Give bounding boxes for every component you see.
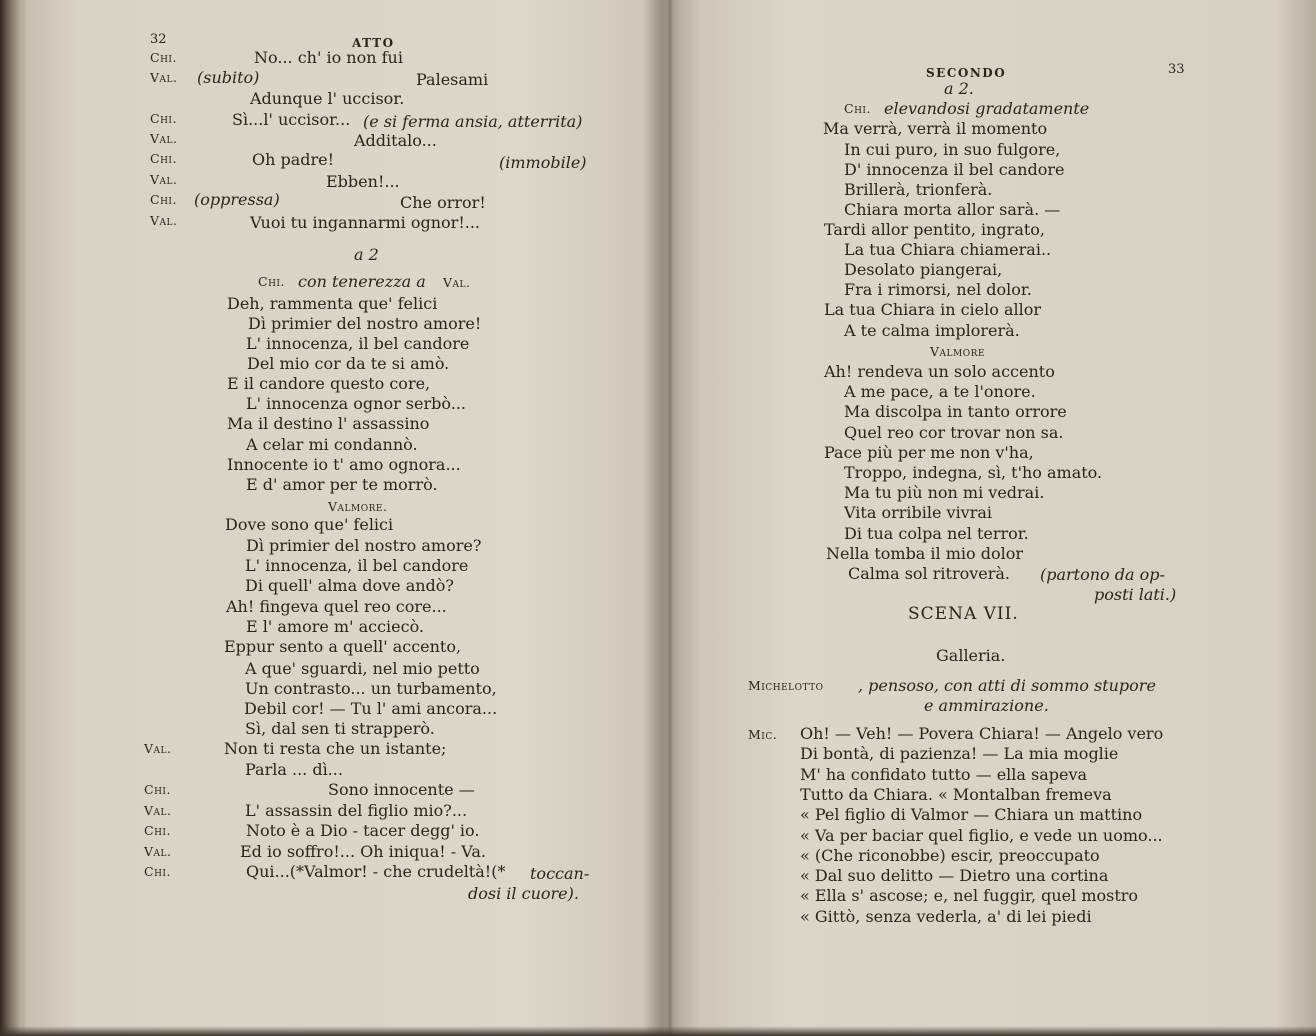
dialogue-line: Vuoi tu ingannarmi ognor!... <box>250 213 481 232</box>
scene-title: SCENA VII. <box>908 604 1019 624</box>
speaker-label: Val. <box>150 131 178 146</box>
verse-line: Fra i rimorsi, nel dolor. <box>844 280 1032 299</box>
dialogue-line: « Dal suo delitto — Dietro una cortina <box>800 866 1109 885</box>
verse-line: Chiara morta allor sarà. — <box>844 200 1061 219</box>
speaker-label: Val. <box>150 213 178 228</box>
character-heading: Valmore. <box>328 499 388 514</box>
verse-line: L' innocenza, il bel candore <box>246 334 470 353</box>
character-heading: Valmore <box>930 344 985 359</box>
verse-line: La tua Chiara in cielo allor <box>824 300 1042 319</box>
verse-line: Dì primier del nostro amore! <box>248 314 482 333</box>
speaker-label: Chi. <box>144 782 171 797</box>
dialogue-line: « Gittò, senza vederla, a' di lei piedi <box>800 907 1092 926</box>
stage-direction: posti lati.) <box>1094 585 1177 604</box>
verse-line: Calma sol ritroverà. <box>848 564 1010 583</box>
speaker-label: Chi. <box>150 50 177 65</box>
verse-line: Pace più per me non v'ha, <box>824 443 1034 462</box>
stage-direction: con tenerezza a <box>298 272 426 291</box>
dialogue-line: Non ti resta che un istante; <box>224 739 447 758</box>
verse-line: D' innocenza il bel candore <box>844 160 1065 179</box>
speaker-label: Val. <box>150 70 178 85</box>
stage-direction: (e si ferma ansia, atterrita) <box>363 112 583 131</box>
speaker-label: Chi. <box>144 864 171 879</box>
running-head: ATTO <box>352 36 395 50</box>
verse-line: Del mio cor da te si amò. <box>247 354 450 373</box>
dialogue-line: Adunque l' uccisor. <box>250 89 405 108</box>
verse-line: Eppur sento a quell' accento, <box>224 637 462 656</box>
dialogue-line: Sì...l' uccisor... <box>232 110 351 129</box>
speaker-label: Val. <box>144 844 172 859</box>
verse-line: Quel reo cor trovar non sa. <box>844 423 1064 442</box>
verse-line: Di tua colpa nel terror. <box>844 524 1029 543</box>
verse-line: Nella tomba il mio dolor <box>826 544 1024 563</box>
speaker-label: Val. <box>443 275 471 290</box>
verse-line: Ma verrà, verrà il momento <box>823 119 1048 138</box>
stage-direction: (immobile) <box>499 153 587 172</box>
dialogue-line: Palesami <box>416 70 489 89</box>
verse-line: In cui puro, in suo fulgore, <box>844 140 1061 159</box>
speaker-label: Mic. <box>748 727 778 742</box>
dialogue-line: Additalo... <box>354 131 437 150</box>
stage-direction: (subito) <box>197 68 260 87</box>
character-name: Michelotto <box>748 678 824 693</box>
dialogue-line: Sono innocente — <box>328 780 475 799</box>
speaker-label: Val. <box>144 741 172 756</box>
speaker-label: Chi. <box>844 101 871 116</box>
dialogue-line: Parla ... dì... <box>245 760 343 779</box>
verse-line: Di quell' alma dove andò? <box>245 576 454 595</box>
verse-line: Ah! fingeva quel reo core... <box>226 597 447 616</box>
verse-line: E l' amore m' acciecò. <box>246 617 425 636</box>
verse-line: Dì primier del nostro amore? <box>246 536 482 555</box>
dialogue-line: Ed io soffro!... Oh iniqua! - Va. <box>240 842 486 861</box>
section-heading: a 2 <box>354 245 379 264</box>
dialogue-line: Ebben!... <box>326 172 400 191</box>
verse-line: L' innocenza ognor serbò... <box>246 394 466 413</box>
book-edge <box>0 0 26 1036</box>
verse-line: Vita orribile vivrai <box>844 503 993 522</box>
stage-direction: elevandosi gradatamente <box>884 99 1090 118</box>
scene-setting: Galleria. <box>936 646 1006 665</box>
dialogue-line: Tutto da Chiara. « Montalban fremeva <box>800 785 1112 804</box>
dialogue-line: Qui...(*Valmor! - che crudeltà!(* <box>246 862 506 881</box>
verse-line: Debil cor! — Tu l' ami ancora... <box>244 699 498 718</box>
verse-line: Sì, dal sen ti strapperò. <box>245 719 435 738</box>
stage-direction: (partono da op- <box>1040 565 1165 584</box>
verse-line: Dove sono que' felici <box>225 515 394 534</box>
stage-direction: (oppressa) <box>194 190 280 209</box>
right-page <box>690 0 1300 1036</box>
speaker-label: Val. <box>144 803 172 818</box>
verse-line: Brillerà, trionferà. <box>844 180 993 199</box>
speaker-label: Chi. <box>150 192 177 207</box>
verse-line: Deh, rammenta que' felici <box>227 294 438 313</box>
verse-line: A celar mi condannò. <box>246 435 418 454</box>
verse-line: Ma discolpa in tanto orrore <box>844 402 1067 421</box>
stage-direction: toccan- <box>530 864 590 883</box>
verse-line: L' innocenza, il bel candore <box>245 556 469 575</box>
dialogue-line: Oh padre! <box>252 150 335 169</box>
running-head: SECONDO <box>926 66 1007 80</box>
speaker-label: Chi. <box>150 111 177 126</box>
stage-direction: dosi il cuore). <box>468 884 579 903</box>
dialogue-line: « (Che riconobbe) escir, preoccupato <box>800 846 1100 865</box>
verse-line: Ma il destino l' assassino <box>227 414 430 433</box>
dialogue-line: M' ha confidato tutto — ella sapeva <box>800 765 1088 784</box>
speaker-label: Chi. <box>258 274 285 289</box>
verse-line: Ma tu più non mi vedrai. <box>844 483 1045 502</box>
dialogue-line: Che orror! <box>400 193 486 212</box>
verse-line: A que' sguardi, nel mio petto <box>245 659 480 678</box>
dialogue-line: Di bontà, di pazienza! — La mia moglie <box>800 744 1119 763</box>
speaker-label: Val. <box>150 172 178 187</box>
verse-line: Un contrasto... un turbamento, <box>245 679 497 698</box>
verse-line: Desolato piangerai, <box>844 260 1003 279</box>
verse-line: La tua Chiara chiamerai.. <box>844 240 1052 259</box>
verse-line: Ah! rendeva un solo accento <box>824 362 1055 381</box>
stage-direction: e ammirazione. <box>924 696 1049 715</box>
verse-line: Tardi allor pentito, ingrato, <box>824 220 1045 239</box>
page-number: 33 <box>1168 62 1185 77</box>
verse-line: E il candore questo core, <box>227 374 431 393</box>
dialogue-line: « Va per baciar quel figlio, e vede un uomo... <box>800 826 1163 845</box>
dialogue-line: « Ella s' ascose; e, nel fuggir, quel mostro <box>800 886 1139 905</box>
verse-line: Troppo, indegna, sì, t'ho amato. <box>844 463 1103 482</box>
dialogue-line: Oh! — Veh! — Povera Chiara! — Angelo vero <box>800 724 1164 743</box>
verse-line: Innocente io t' amo ognora... <box>227 455 461 474</box>
speaker-label: Chi. <box>144 823 171 838</box>
section-heading: a 2. <box>944 79 974 98</box>
verse-line: A me pace, a te l'onore. <box>844 382 1036 401</box>
verse-line: A te calma implorerà. <box>844 321 1020 340</box>
left-page <box>26 0 640 1036</box>
speaker-label: Chi. <box>150 151 177 166</box>
page-number: 32 <box>150 32 167 47</box>
dialogue-line: No... ch' io non fui <box>254 48 403 67</box>
dialogue-line: L' assassin del figlio mio?... <box>245 801 468 820</box>
verse-line: E d' amor per te morrò. <box>246 475 438 494</box>
dialogue-line: Noto è a Dio - tacer degg' io. <box>246 821 480 840</box>
stage-direction: , pensoso, con atti di sommo stupore <box>858 676 1156 695</box>
dialogue-line: « Pel figlio di Valmor — Chiara un mattino <box>800 805 1143 824</box>
